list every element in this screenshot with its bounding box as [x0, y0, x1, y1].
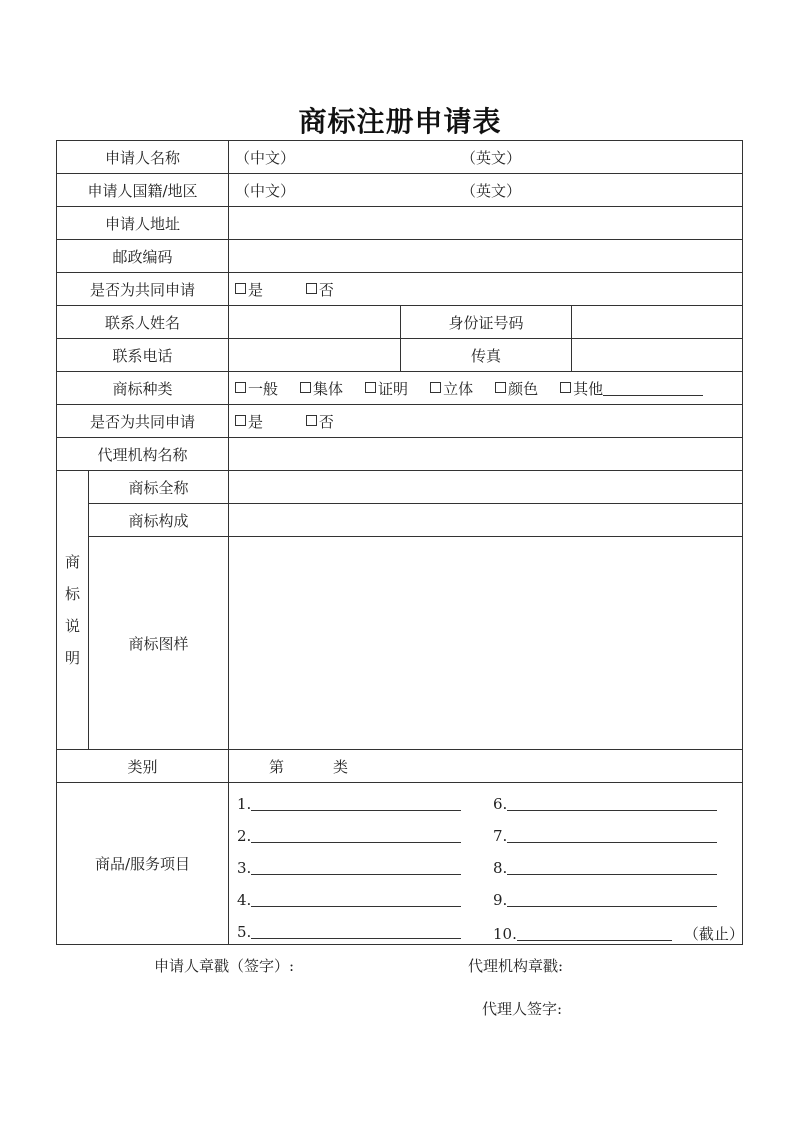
nationality-label: 申请人国籍/地区	[57, 174, 229, 207]
trademark-type-options	[229, 372, 743, 405]
type-option-label: 立体	[443, 379, 474, 398]
type-option-label: 颜色	[508, 379, 539, 398]
goods-item-number: 10.	[493, 925, 517, 943]
type-option-label: 集体	[313, 379, 344, 398]
joint-yes-label: 是	[248, 412, 264, 431]
trademark-full-name-label: 商标全称	[89, 471, 229, 504]
applicant-name-field[interactable]	[229, 141, 743, 174]
trademark-type-label: 商标种类	[57, 372, 229, 405]
type-option-other[interactable]	[560, 378, 703, 399]
joint-application-options	[229, 405, 743, 438]
row-joint-application	[57, 273, 743, 306]
nationality-cn-tag: （中文）	[235, 181, 296, 200]
goods-item-1[interactable]	[237, 795, 461, 813]
type-option-3d[interactable]	[430, 378, 473, 399]
goods-item-5[interactable]	[237, 923, 461, 941]
goods-item-number: 6.	[493, 795, 508, 813]
goods-item-6[interactable]	[493, 795, 717, 813]
application-form-table	[56, 140, 743, 945]
checkbox-icon[interactable]	[560, 382, 571, 393]
row-trademark-type	[57, 372, 743, 405]
goods-item-blank[interactable]	[251, 828, 461, 843]
goods-item-blank[interactable]	[517, 926, 672, 941]
goods-item-number: 5.	[237, 923, 252, 941]
goods-end-note: （截止）	[683, 925, 744, 943]
row-phone	[57, 339, 743, 372]
joint-yes-label: 是	[248, 280, 264, 299]
checkbox-icon[interactable]	[495, 382, 506, 393]
row-applicant-name	[57, 141, 743, 174]
trademark-description-label: 商标说明	[64, 553, 80, 667]
type-option-label: 证明	[378, 379, 409, 398]
form-title: 商标注册申请表	[298, 105, 502, 138]
row-postal-code	[57, 240, 743, 273]
category-prefix: 第	[269, 757, 285, 776]
category-field[interactable]	[229, 750, 743, 783]
id-number-label: 身份证号码	[401, 306, 572, 339]
trademark-pattern-area[interactable]	[229, 537, 743, 750]
row-nationality	[57, 174, 743, 207]
checkbox-icon[interactable]	[300, 382, 311, 393]
goods-item-blank[interactable]	[507, 860, 717, 875]
joint-application-label: 是否为共同申请	[57, 273, 229, 306]
applicant-name-en-tag: （英文）	[461, 148, 522, 167]
joint-yes-option[interactable]	[235, 279, 263, 300]
goods-item-number: 3.	[237, 859, 252, 877]
nationality-field[interactable]	[229, 174, 743, 207]
joint-no-option[interactable]	[306, 279, 334, 300]
trademark-full-name-field[interactable]	[229, 471, 743, 504]
applicant-name-label: 申请人名称	[57, 141, 229, 174]
id-number-field[interactable]	[572, 306, 743, 339]
goods-item-blank[interactable]	[251, 796, 461, 811]
applicant-seal-label: 申请人章戳（签字）:	[154, 957, 295, 975]
goods-item-blank[interactable]	[507, 892, 717, 907]
category-suffix: 类	[333, 757, 349, 776]
category-label: 类别	[57, 750, 229, 783]
agency-name-field[interactable]	[229, 438, 743, 471]
row-address	[57, 207, 743, 240]
goods-item-9[interactable]	[493, 891, 717, 909]
checkbox-icon[interactable]	[365, 382, 376, 393]
goods-item-7[interactable]	[493, 827, 717, 845]
agency-name-label: 代理机构名称	[57, 438, 229, 471]
row-trademark-full-name	[57, 471, 743, 504]
checkbox-icon[interactable]	[306, 283, 317, 294]
address-label: 申请人地址	[57, 207, 229, 240]
goods-item-4[interactable]	[237, 891, 461, 909]
postal-code-field[interactable]	[229, 240, 743, 273]
row-trademark-composition	[57, 504, 743, 537]
agent-signature-label: 代理人签字:	[482, 1000, 563, 1018]
checkbox-icon[interactable]	[235, 415, 246, 426]
goods-item-3[interactable]	[237, 859, 461, 877]
type-option-label: 一般	[248, 379, 279, 398]
checkbox-icon[interactable]	[235, 382, 246, 393]
type-option-general[interactable]	[235, 378, 278, 399]
trademark-description-group	[57, 471, 89, 750]
joint-application-options	[229, 273, 743, 306]
fax-label: 传真	[401, 339, 572, 372]
address-field[interactable]	[229, 207, 743, 240]
row-category	[57, 750, 743, 783]
trademark-pattern-label: 商标图样	[89, 537, 229, 750]
goods-item-number: 4.	[237, 891, 252, 909]
applicant-name-cn-tag: （中文）	[235, 148, 296, 167]
goods-item-8[interactable]	[493, 859, 717, 877]
trademark-composition-label: 商标构成	[89, 504, 229, 537]
goods-services-label: 商品/服务项目	[57, 783, 229, 945]
goods-item-blank[interactable]	[507, 796, 717, 811]
type-option-collective[interactable]	[300, 378, 343, 399]
joint-no-option[interactable]	[306, 411, 334, 432]
row-agency-name	[57, 438, 743, 471]
contact-name-label: 联系人姓名	[57, 306, 229, 339]
agency-seal-label: 代理机构章戳:	[468, 957, 564, 975]
type-option-label: 其他	[573, 379, 604, 398]
goods-item-blank[interactable]	[251, 924, 461, 939]
goods-item-10[interactable]	[493, 923, 744, 944]
goods-item-number: 1.	[237, 795, 252, 813]
trademark-composition-field[interactable]	[229, 504, 743, 537]
checkbox-icon[interactable]	[430, 382, 441, 393]
goods-item-number: 8.	[493, 859, 508, 877]
type-option-color[interactable]	[495, 378, 538, 399]
joint-yes-option[interactable]	[235, 411, 263, 432]
joint-no-label: 否	[318, 412, 334, 431]
goods-item-number: 7.	[493, 827, 508, 845]
goods-item-2[interactable]	[237, 827, 461, 845]
goods-services-list	[229, 783, 743, 945]
row-trademark-pattern	[57, 537, 743, 750]
goods-item-number: 9.	[493, 891, 508, 909]
fax-field[interactable]	[572, 339, 743, 372]
goods-item-blank[interactable]	[507, 828, 717, 843]
goods-item-blank[interactable]	[251, 860, 461, 875]
checkbox-icon[interactable]	[235, 283, 246, 294]
goods-item-blank[interactable]	[251, 892, 461, 907]
phone-field[interactable]	[229, 339, 401, 372]
other-type-blank[interactable]	[603, 383, 703, 396]
joint-no-label: 否	[318, 280, 334, 299]
contact-name-field[interactable]	[229, 306, 401, 339]
row-joint-application-2	[57, 405, 743, 438]
checkbox-icon[interactable]	[306, 415, 317, 426]
row-contact-name	[57, 306, 743, 339]
postal-code-label: 邮政编码	[57, 240, 229, 273]
joint-application-label: 是否为共同申请	[57, 405, 229, 438]
goods-item-number: 2.	[237, 827, 252, 845]
phone-label: 联系电话	[57, 339, 229, 372]
row-goods-services	[57, 783, 743, 945]
type-option-certification[interactable]	[365, 378, 408, 399]
nationality-en-tag: （英文）	[461, 181, 522, 200]
